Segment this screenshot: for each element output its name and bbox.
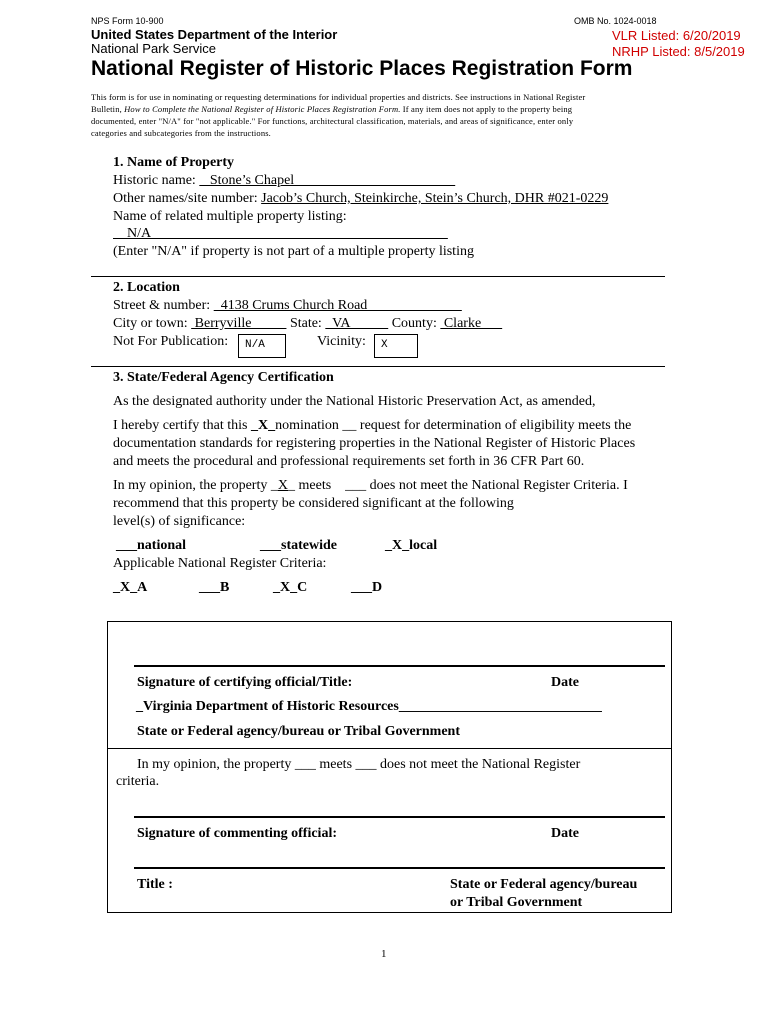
street-value: 4138 Crums Church Road <box>213 298 462 313</box>
commenting-date-label: Date <box>551 826 579 841</box>
not-for-publication-label: Not For Publication: <box>113 334 229 349</box>
state-value: VA <box>325 316 389 331</box>
intro-line-4: categories and subcategories from the instructions. <box>91 128 271 138</box>
other-names-row: Other names/site number: Jacob’s Church, Steinkirche, Stein’s Church, DHR #021-0229 <box>113 191 609 206</box>
not-for-publication-field[interactable]: N/A <box>238 334 286 358</box>
signature-line[interactable] <box>134 665 665 667</box>
level-national: ___national <box>116 538 187 553</box>
certify-line-2: documentation standards for registering properties in the National Register of Historic Places <box>113 436 636 451</box>
vicinity-label: Vicinity: <box>317 334 366 349</box>
agency-label: State or Federal agency/bureau or Tribal Government <box>137 724 461 739</box>
certify-line-1: I hereby certify that this _X_nomination __ request for determination of eligibility meets the <box>113 418 632 433</box>
comment-opinion-line-2: criteria. <box>116 774 160 789</box>
meets-check: X <box>277 478 288 493</box>
criterion-c: _X_C <box>273 580 308 595</box>
page-number: 1 <box>381 948 387 960</box>
department: United States Department of the Interior <box>91 27 338 42</box>
city-row: City or town: Berryville State: VA County: Clarke <box>113 316 503 331</box>
historic-name-value: Stone’s Chapel <box>199 173 456 188</box>
opinion-line-1: In my opinion, the property _X_ meets ___ does not meet the National Register Criteria. I <box>113 478 628 493</box>
service: National Park Service <box>91 41 216 56</box>
historic-name-row: Historic name: Stone’s Chapel <box>113 173 456 188</box>
intro-line-1: This form is for use in nominating or requesting determinations for individual properties and districts. See instructions in National Register <box>91 92 586 102</box>
intro-line-3: documented, enter "N/A" for "not applicable." For functions, architectural classification, materials, and areas of significance, enter only <box>91 116 574 126</box>
commenting-signature-label: Signature of commenting official: <box>137 826 337 841</box>
authority-statement: As the designated authority under the National Historic Preservation Act, as amended, <box>113 394 596 409</box>
comment-opinion-line-1: In my opinion, the property ___ meets ___ does not meet the National Register <box>137 757 581 772</box>
form-number: NPS Form 10-900 <box>91 16 164 26</box>
title-label: Title : <box>137 877 173 892</box>
level-statewide: ___statewide <box>260 538 337 553</box>
street-row: Street & number: 4138 Crums Church Road <box>113 298 462 313</box>
comment-signature-line[interactable] <box>134 816 665 818</box>
opinion-line-3: level(s) of significance: <box>113 514 246 529</box>
city-value: Berryville <box>191 316 287 331</box>
agency2-line-1: State or Federal agency/bureau <box>450 877 638 892</box>
certifying-date-label: Date <box>551 675 579 690</box>
divider <box>91 366 665 367</box>
title-line[interactable] <box>134 867 665 869</box>
nrhp-listed: NRHP Listed: 8/5/2019 <box>612 44 745 59</box>
section-1-heading: 1. Name of Property <box>113 155 235 170</box>
opinion-line-2: recommend that this property be considered significant at the following <box>113 496 514 511</box>
certifying-signature-label: Signature of certifying official/Title: <box>137 675 353 690</box>
enter-na-note: (Enter "N/A" if property is not part of a multiple property listing <box>113 244 474 259</box>
related-listing-label: Name of related multiple property listing: <box>113 209 347 224</box>
certify-line-3: and meets the procedural and professional requirements set forth in 36 CFR Part 60. <box>113 454 585 469</box>
agency-value: _Virginia Department of Historic Resources_____________________________ <box>136 699 602 714</box>
intro-line-2: Bulletin, How to Complete the National Register of Historic Places Registration Form. If any item does not apply to the property being <box>91 104 573 114</box>
related-listing-value: N/A <box>113 226 448 241</box>
criteria-label: Applicable National Register Criteria: <box>113 556 327 571</box>
nomination-check: _X_ <box>251 418 276 433</box>
divider <box>107 748 672 749</box>
vicinity-field[interactable]: X <box>374 334 418 358</box>
page-title: National Register of Historic Places Registration Form <box>91 57 633 80</box>
other-names-value: Jacob’s Church, Steinkirche, Stein’s Church, DHR #021-0229 <box>261 191 609 206</box>
criterion-b: ___B <box>199 580 230 595</box>
criterion-d: ___D <box>351 580 383 595</box>
section-2-heading: 2. Location <box>113 280 180 295</box>
omb-number: OMB No. 1024-0018 <box>574 16 657 26</box>
divider <box>91 276 665 277</box>
county-value: Clarke <box>440 316 503 331</box>
criterion-a: _X_A <box>113 580 148 595</box>
level-local: _X_local <box>385 538 438 553</box>
bulletin-title: How to Complete the National Register of Historic Places Registration Form. <box>124 104 401 114</box>
section-3-heading: 3. State/Federal Agency Certification <box>113 370 334 385</box>
agency2-line-2: or Tribal Government <box>450 895 583 910</box>
vlr-listed: VLR Listed: 6/20/2019 <box>612 28 741 43</box>
